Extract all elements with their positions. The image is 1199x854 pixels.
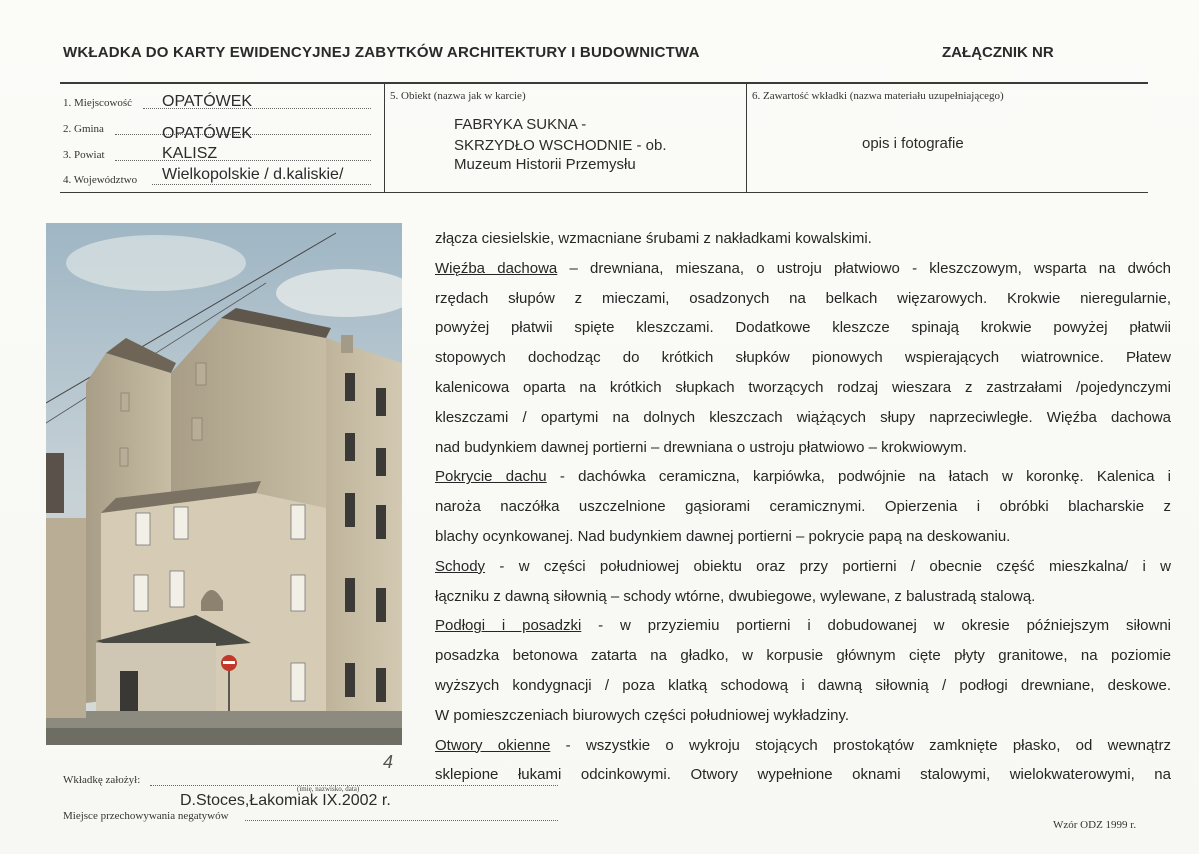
- paragraph: posadzka betonowa zatarta na gładko, w korpusie głównym cięte płyty granitowe, na poziomie: [435, 647, 1171, 665]
- paragraph: nad budynkiem dawnej portierni – drewniana o ustroju płatwiowo – krokwiowym.: [435, 438, 967, 456]
- object-label: 5. Obiekt (nazwa jak w karcie): [390, 90, 526, 102]
- powiat-dotline: [115, 160, 371, 161]
- wojewodztwo-value: Wielkopolskie / d.kaliskie/: [162, 166, 344, 183]
- paragraph: powyżej płatwii spięte kleszczami. Dodatkowe kleszcze spinają krokwie powyżej płatwii: [435, 319, 1171, 337]
- wojewodztwo-dotline: [152, 184, 371, 185]
- paragraph: Podłogi i posadzki - w przyziemiu portierni i dobudowanej w okresie późniejszym siłowni: [435, 617, 1171, 635]
- object-name-line-2: SKRZYDŁO WSCHODNIE - ob.: [454, 137, 667, 154]
- contents-value: opis i fotografie: [862, 135, 964, 152]
- form-version: Wzór ODZ 1999 r.: [1053, 819, 1137, 831]
- paragraph: Pokrycie dachu - dachówka ceramiczna, karpiówka, podwójnie na łatach w koronkę. Kalenica i: [435, 468, 1171, 486]
- document-title: WKŁADKA DO KARTY EWIDENCYJNEJ ZABYTKÓW ARCHITEKTURY I BUDOWNICTWA: [63, 44, 700, 61]
- attachment-number-label: ZAŁĄCZNIK NR: [942, 44, 1054, 61]
- building-photo-icon: [46, 223, 402, 745]
- author-signature: D.Stoces,Łakomiak IX.2002 r.: [180, 792, 391, 809]
- paragraph: rzędach słupów z mieczami, osadzonych na belkach więzarowych. Krokwie nieregularnie,: [435, 289, 1171, 307]
- page-mark: 4: [383, 752, 394, 772]
- zalozyl-label: Wkładkę założył:: [63, 774, 141, 786]
- miejscowosc-value: OPATÓWEK: [162, 93, 253, 110]
- paragraph: kleszczami / opartymi na dolnych kleszczach wiążących słupy naprzeciwległe. Więźba dachowa: [435, 408, 1171, 426]
- object-name-line-3: Muzeum Historii Przemysłu: [454, 156, 636, 173]
- contents-label: 6. Zawartość wkładki (nazwa materiału uzupełniającego): [752, 90, 1004, 102]
- paragraph: złącza ciesielskie, wzmacniane śrubami z nakładkami kowalskimi.: [435, 230, 872, 247]
- paragraph: Schody - w części południowej obiektu oraz przy portierni / obecnie część mieszkalna/ i w: [435, 557, 1171, 575]
- object-name-line-1: FABRYKA SUKNA -: [454, 116, 587, 133]
- gmina-value: OPATÓWEK: [162, 125, 253, 142]
- building-photo: [46, 223, 402, 745]
- description-text: [435, 224, 1171, 790]
- wojewodztwo-label: 4. Województwo: [63, 174, 138, 186]
- paragraph: kalenicowa oparta na krótkich słupkach tworzących rodzaj wieszara z zastrzałami /pojedynczymi: [435, 378, 1171, 396]
- negatywy-dotline: [245, 820, 558, 821]
- paragraph: W pomieszczeniach biurowych części południowej wykładziny.: [435, 706, 850, 724]
- paragraph: Otwory okienne - wszystkie o wykroju stojących prostokątów zamknięte płasko, od wewnątrz: [435, 736, 1172, 754]
- paragraph: łączniku z dawną siłownią – schody wtórne, dwubiegowe, wylewane, z balustradą stalową.: [435, 587, 1036, 605]
- miejscowosc-label: 1. Miejscowość: [63, 97, 133, 109]
- section-heading: Podłogi i posadzki: [435, 617, 582, 635]
- negatywy-label: Miejsce przechowywania negatywów: [63, 810, 229, 822]
- table-divider-2: [746, 84, 747, 192]
- section-heading: Pokrycie dachu: [435, 468, 547, 486]
- paragraph: stopowych dochodząc do krótkich słupków pionowych wspierających wiatrownice. Płatew: [435, 349, 1171, 367]
- paragraph: wyższych kondygnacji / poza klatką schodową i dawną siłownią / podłogi drewniane, deskowe.: [435, 676, 1171, 694]
- powiat-value: KALISZ: [162, 145, 218, 162]
- paragraph: sklepione łukami odcinkowymi. Otwory wypełnione oknami stalowymi, wielokwaterowymi, na: [435, 766, 1171, 784]
- section-heading: Schody: [435, 557, 486, 575]
- table-bottom-rule: [60, 192, 1148, 193]
- paragraph: blachy ocynkowanej. Nad budynkiem dawnej portierni – pokrycie papą na deskowaniu.: [435, 527, 1011, 545]
- section-heading: Otwory okienne: [435, 736, 551, 754]
- name-date-caption: (imię, nazwisko, data): [297, 785, 360, 793]
- gmina-label: 2. Gmina: [63, 123, 104, 135]
- table-divider-1: [384, 84, 385, 192]
- paragraph: Więźba dachowa – drewniana, mieszana, o ustroju płatwiowo - kleszczowym, wsparta na dwóch: [435, 259, 1172, 277]
- paragraph: naroża naczółka uszczelnione gąsiorami ceramicznymi. Opierzenia i obróbki blacharskie z: [435, 498, 1171, 516]
- section-heading: Więźba dachowa: [435, 259, 558, 277]
- table-top-rule: [60, 82, 1148, 84]
- powiat-label: 3. Powiat: [63, 149, 105, 161]
